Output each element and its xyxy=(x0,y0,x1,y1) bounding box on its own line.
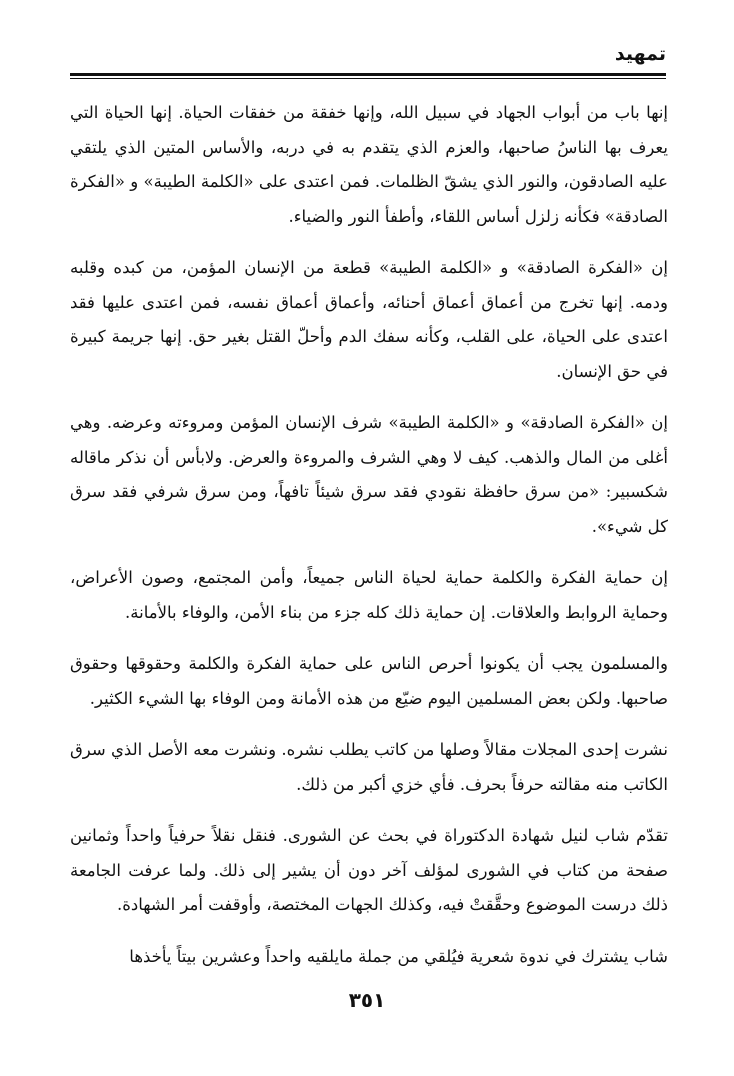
chapter-title: تمهيد xyxy=(614,43,666,65)
header-rule xyxy=(70,73,666,76)
page-number: ٣٥١ xyxy=(348,988,386,1012)
paragraph: إنها باب من أبواب الجهاد في سبيل الله، وإنها خفقة من خفقات الحياة. إنها الحياة التي يعرف بها الناسُ صاحبها، والعزم الذي يتقدم به في دربه، والأساس المتين الذي يلتقي عليه الصادقون، والنور الذي يشقّ الظلمات. فمن اعتدى على «الكلمة الطيبة» و «الفكرة الصادقة» فكأنه زلزل أساس اللقاء، وأطفأ النور والضياء. xyxy=(70,103,668,226)
paragraph: إن «الفكرة الصادقة» و «الكلمة الطيبة» قطعة من الإنسان المؤمن، من كبده وقلبه ودمه. إنها تخرج من أعماق أعماق أحنائه، وأعماق أعماق نفسه، فمن اعتدى عليها فقد اعتدى على الحياة، على القلب، وكأنه سفك الدم وأحلّ القتل بغير حق. إنها جريمة كبيرة في حق الإنسان. xyxy=(70,258,668,381)
paragraph: تقدّم شاب لنيل شهادة الدكتوراة في بحث عن الشورى. فنقل نقلاً حرفياً واحداً وثمانين صفحة من كتاب في الشورى لمؤلف آخر دون أن يشير إلى ذلك. ولما عرفت الجامعة ذلك درست الموضوع وحقَّقتْ فيه، وكذلك الجهات المختصة، وأوقفت أمر الشهادة. xyxy=(70,826,668,914)
running-header xyxy=(70,43,666,71)
header-rule-thin xyxy=(70,78,666,79)
paragraph: نشرت إحدى المجلات مقالاً وصلها من كاتب يطلب نشره. ونشرت معه الأصل الذي سرق الكاتب منه مقالته حرفاً بحرف. فأي خزي أكبر من ذلك. xyxy=(70,740,668,794)
paragraph: والمسلمون يجب أن يكونوا أحرص الناس على حماية الفكرة والكلمة وحقوقها وحقوق صاحبها. ولكن بعض المسلمين اليوم ضيّع من هذه الأمانة ومن الوفاء بها الشيء الكثير. xyxy=(70,654,668,708)
paragraph: إن حماية الفكرة والكلمة حماية لحياة الناس جميعاً، وأمن المجتمع، وصون الأعراض، وحماية الروابط والعلاقات. إن حماية ذلك كله جزء من بناء الأمن، والوفاء بالأمانة. xyxy=(70,568,668,622)
paragraph: شاب يشترك في ندوة شعرية فيُلقي من جملة مايلقيه واحداً وعشرين بيتاً يأخذها xyxy=(129,946,668,966)
paragraph: إن «الفكرة الصادقة» و «الكلمة الطيبة» شرف الإنسان المؤمن ومروءته وعرضه. وهي أغلى من المال والذهب. كيف لا وهي الشرف والمروءة والعرض. ولابأس أن نذكر ماقاله شكسبير: «من سرق حافظة نقودي فقد سرق شيئاً تافهاً، ومن سرق شرفي فقد سرق كل شيء». xyxy=(70,413,668,536)
body-text xyxy=(70,96,668,991)
